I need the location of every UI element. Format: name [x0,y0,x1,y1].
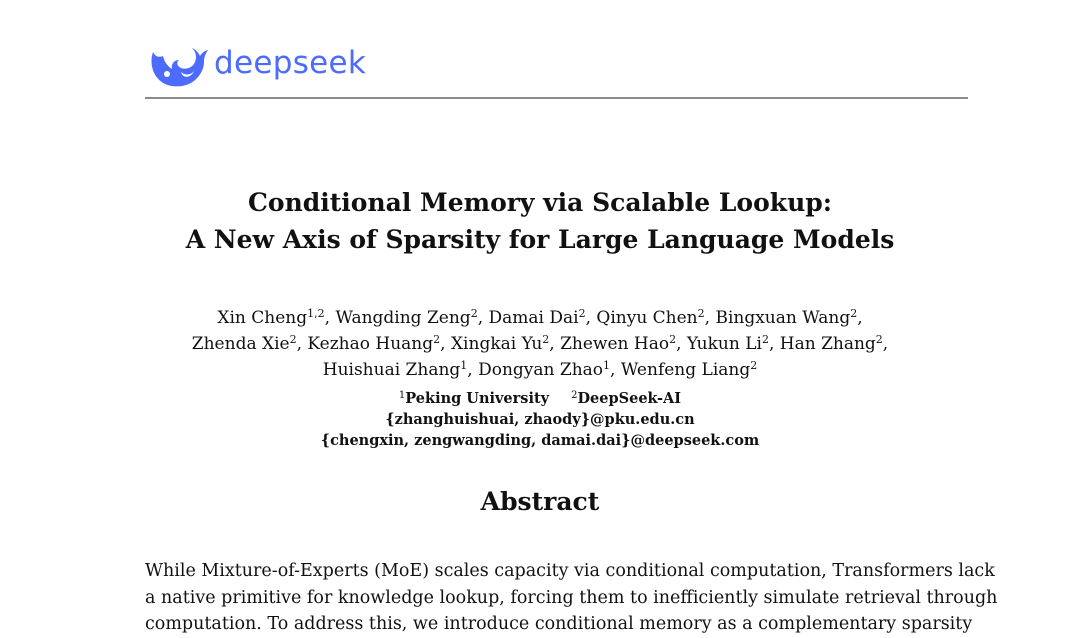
author-sup: 2 [578,307,586,320]
author-line-3: Huishuai Zhang$^1$, Dongyan Zhao$^1$, Wenfeng Liang$^2$ [322,359,758,380]
abstract-line: computation. To address this, we introduce conditional memory as a complementary sparsity [145,614,973,634]
brand-name: deepseek [214,45,367,81]
title-line-1: Conditional Memory via Scalable Lookup: [248,188,832,217]
author-sup: 2 [669,333,677,346]
email-line: {zhanghuishuai, zhaody}@pku.edu.cn [385,411,695,428]
author-sup: 2 [850,307,858,320]
author-list [0,305,1080,383]
author-line-2: Zhenda Xie$^2$, Kezhao Huang$^2$, Xingkai Yu$^2$, Zhewen Hao$^2$, Yukun Li$^2$, Han Zhang$^2$, [191,333,889,354]
author-name: Yukun Li [686,334,762,354]
author-sup: 2 [697,307,705,320]
paper-title [0,184,1080,258]
author-sup: 2 [433,333,441,346]
author-name: Damai Dai [488,308,579,328]
author-name: Dongyan Zhao [478,360,604,380]
author-name: Wenfeng Liang [620,360,751,380]
author-name: Xin Cheng [217,308,308,328]
affiliation-line [0,388,1080,409]
author-name: Huishuai Zhang [322,360,461,380]
abstract-line: a native primitive for knowledge lookup, forcing them to inefficiently simulate retrieval through [145,587,998,608]
author-sup: 1,2 [307,307,325,320]
author-sup: 2 [750,359,758,372]
author-sup: 2 [289,333,297,346]
author-name: Xingkai Yu [450,334,543,354]
affil-sup: 2 [571,390,578,401]
title-line-2: A New Axis of Sparsity for Large Language Models [185,225,895,254]
author-name: Wangding Zeng [335,308,471,328]
author-name: Han Zhang [779,334,876,354]
affiliation-name: Peking University [405,390,550,407]
affiliations [0,388,1080,451]
affil-sup: 1 [398,390,406,401]
author-name: Qinyu Chen [596,308,698,328]
author-name: Zhenda Xie [191,334,290,354]
brand-logo [147,42,366,90]
email-line: {chengxin, zengwangding, damai.dai}@deepseek.com [320,432,760,449]
author-line-1: Xin Cheng$^{1,2}$, Wangding Zeng$^2$, Damai Dai$^2$, Qinyu Chen$^2$, Bingxuan Wang$^2$, [217,307,863,328]
author-name: Kezhao Huang [307,334,434,354]
author-sup: 2 [542,333,550,346]
author-name: Bingxuan Wang [715,308,851,328]
author-sup: 2 [470,307,478,320]
abstract-heading: Abstract [480,487,600,516]
author-sup: 2 [761,333,769,346]
author-sup: 1 [460,359,468,372]
abstract-body [145,558,998,638]
whale-icon [147,42,209,90]
affiliation-name: DeepSeek-AI [577,390,682,407]
author-sup: 2 [875,333,883,346]
abstract-line: While Mixture-of-Experts (MoE) scales capacity via conditional computation, Transformers lack [145,561,995,581]
author-sup: 1 [603,359,611,372]
author-name: Zhewen Hao [560,334,670,354]
header-rule [145,97,968,99]
